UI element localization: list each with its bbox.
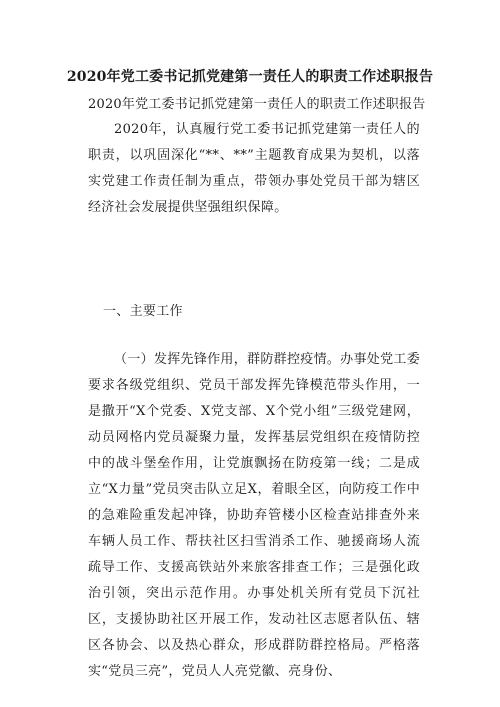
- document-subtitle: 2020年党工委书记抓党建第一责任人的职责工作述职报告: [88, 97, 426, 112]
- document-title: 2020年党工委书记抓党建第一责任人的职责工作述职报告: [66, 69, 434, 85]
- section-heading: 一、主要工作: [103, 304, 183, 319]
- intro-paragraph: 2020年，认真履行党工委书记抓党建第一责任人的职责，以巩固深化“**、**”主题教育成果为契机，以落实党建工作责任制为重点，带领办事处党员干部为辖区经济社会发展提供坚强组织保障。: [88, 122, 420, 215]
- section-body-paragraph: （一）发挥先锋作用，群防群控疫情。办事处党工委要求各级党组织、党员干部发挥先锋模范带头作用，一是撒开“X个党委、X党支部、X个党小组”三级党建网，动员网格内党员凝聚力量，发挥基层党组织在疫情防控中的战斗堡垒作用，让党旗飘扬在防疫第一线；二是成立“X力量”党员突击队立足X，着眼全区，向防疫工作中的急难险重发起冲锋，协助弃管楼小区检查站排查外来车辆人员工作、帮扶社区扫雪消杀工作、驰援商场人流疏导工作、支援高铁站外来旅客排查工作；三是强化政治引领，突出示范作用。办事处机关所有党员下沉社区，支援协助社区开展工作，发动社区志愿者队伍、辖区各协会、以及热心群众，形成群防群控格局。严格落实“党员三亮”，党员人人亮党徽、亮身份、: [88, 352, 420, 679]
